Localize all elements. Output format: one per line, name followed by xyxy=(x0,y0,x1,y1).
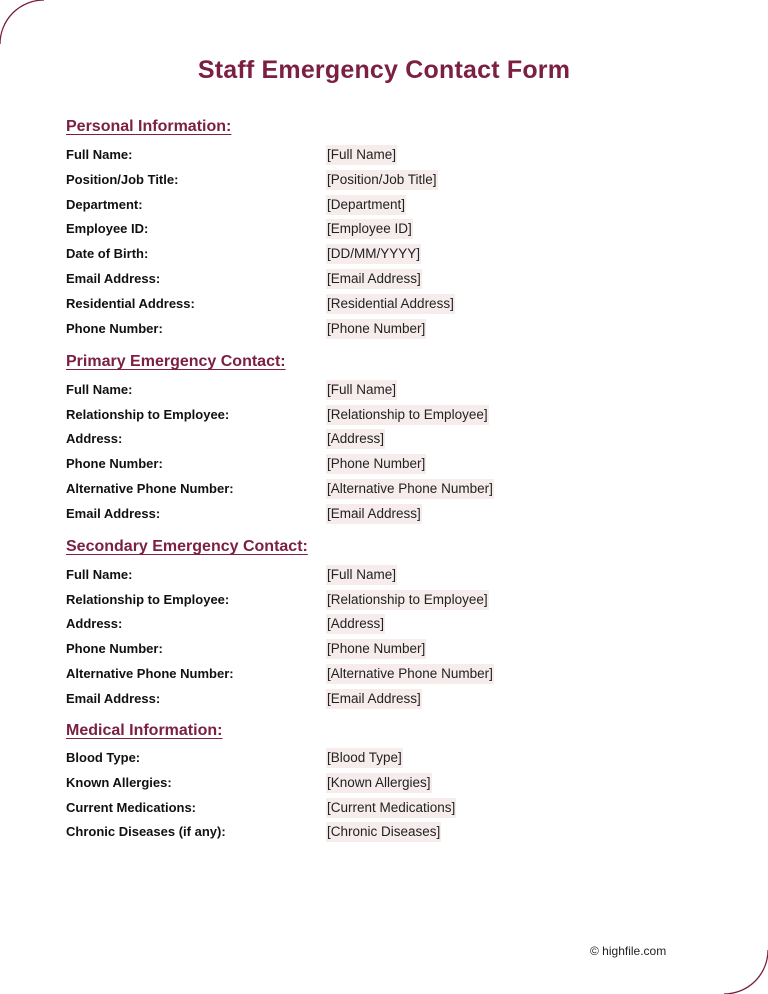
field-label: Relationship to Employee: xyxy=(66,592,230,607)
form-row xyxy=(66,454,706,479)
form-row xyxy=(66,798,706,823)
field-value[interactable]: [Email Address] xyxy=(326,269,422,289)
form-row xyxy=(66,614,706,639)
page-title: Staff Emergency Contact Form xyxy=(197,56,571,84)
field-label: Employee ID: xyxy=(66,221,149,236)
form-row xyxy=(66,380,706,405)
field-value[interactable]: [Relationship to Employee] xyxy=(326,590,489,610)
section-heading-medical: Medical Information: xyxy=(66,722,223,739)
field-value[interactable]: [Known Allergies] xyxy=(326,773,432,793)
field-value[interactable]: [Phone Number] xyxy=(326,319,426,339)
field-value[interactable]: [DD/MM/YYYY] xyxy=(326,244,421,264)
form-row xyxy=(66,244,706,269)
field-label: Full Name: xyxy=(66,382,133,397)
field-label: Email Address: xyxy=(66,691,161,706)
field-label: Department: xyxy=(66,197,143,212)
field-value[interactable]: [Relationship to Employee] xyxy=(326,405,489,425)
field-label: Email Address: xyxy=(66,506,161,521)
field-label: Known Allergies: xyxy=(66,775,172,790)
field-label: Alternative Phone Number: xyxy=(66,666,234,681)
field-label: Address: xyxy=(66,616,123,631)
section-heading-secondary-contact: Secondary Emergency Contact: xyxy=(66,538,308,555)
field-label: Phone Number: xyxy=(66,641,163,656)
form-row xyxy=(66,195,706,220)
form-row xyxy=(66,748,706,773)
form-row xyxy=(66,689,706,714)
form-row xyxy=(66,319,706,344)
footer-copyright: © highfile.com xyxy=(590,944,667,958)
form-row xyxy=(66,504,706,529)
field-label: Alternative Phone Number: xyxy=(66,481,234,496)
field-value[interactable]: [Alternative Phone Number] xyxy=(326,664,494,684)
field-label: Phone Number: xyxy=(66,321,163,336)
field-value[interactable]: [Department] xyxy=(326,195,406,215)
field-value[interactable]: [Address] xyxy=(326,614,385,634)
field-label: Phone Number: xyxy=(66,456,163,471)
field-value[interactable]: [Full Name] xyxy=(326,380,397,400)
bottom-right-corner-decoration xyxy=(708,934,768,994)
field-label: Chronic Diseases (if any): xyxy=(66,824,226,839)
field-value[interactable]: [Phone Number] xyxy=(326,454,426,474)
top-left-corner-decoration xyxy=(0,0,60,60)
field-value[interactable]: [Residential Address] xyxy=(326,294,455,314)
form-row xyxy=(66,590,706,615)
field-value[interactable]: [Chronic Diseases] xyxy=(326,822,441,842)
form-row xyxy=(66,294,706,319)
field-value[interactable]: [Full Name] xyxy=(326,145,397,165)
field-label: Full Name: xyxy=(66,147,133,162)
field-value[interactable]: [Current Medications] xyxy=(326,798,456,818)
field-value[interactable]: [Blood Type] xyxy=(326,748,403,768)
section-heading-primary-contact: Primary Emergency Contact: xyxy=(66,353,286,370)
field-value[interactable]: [Position/Job Title] xyxy=(326,170,438,190)
field-value[interactable]: [Alternative Phone Number] xyxy=(326,479,494,499)
form-row xyxy=(66,405,706,430)
field-label: Relationship to Employee: xyxy=(66,407,230,422)
form-row xyxy=(66,565,706,590)
field-value[interactable]: [Full Name] xyxy=(326,565,397,585)
form-row xyxy=(66,219,706,244)
field-label: Email Address: xyxy=(66,271,161,286)
field-label: Residential Address: xyxy=(66,296,195,311)
field-label: Full Name: xyxy=(66,567,133,582)
field-value[interactable]: [Email Address] xyxy=(326,689,422,709)
section-heading-personal: Personal Information: xyxy=(66,118,232,135)
form-row xyxy=(66,822,706,847)
field-value[interactable]: [Address] xyxy=(326,429,385,449)
field-value[interactable]: [Phone Number] xyxy=(326,639,426,659)
field-value[interactable]: [Email Address] xyxy=(326,504,422,524)
field-label: Current Medications: xyxy=(66,800,197,815)
field-label: Date of Birth: xyxy=(66,246,149,261)
form-row xyxy=(66,773,706,798)
form-row xyxy=(66,664,706,689)
form-row xyxy=(66,429,706,454)
field-label: Blood Type: xyxy=(66,750,141,765)
field-label: Position/Job Title: xyxy=(66,172,179,187)
form-row xyxy=(66,269,706,294)
form-row xyxy=(66,145,706,170)
field-label: Address: xyxy=(66,431,123,446)
form-row xyxy=(66,479,706,504)
field-value[interactable]: [Employee ID] xyxy=(326,219,413,239)
form-row xyxy=(66,170,706,195)
form-row xyxy=(66,639,706,664)
